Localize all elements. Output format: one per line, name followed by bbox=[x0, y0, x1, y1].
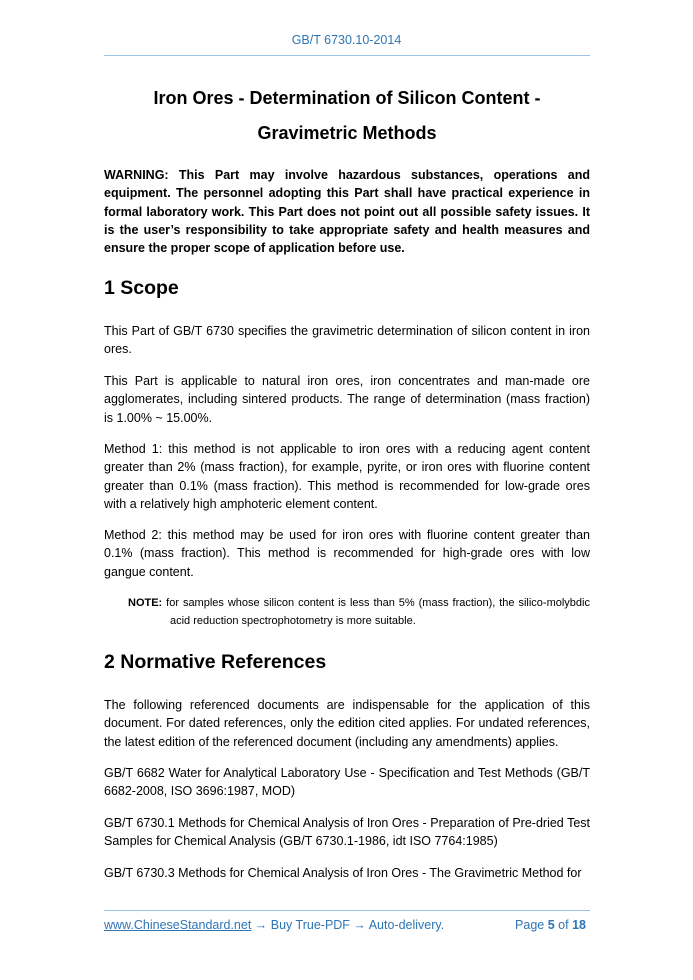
document-header-code: GB/T 6730.10-2014 bbox=[291, 33, 402, 47]
reference-item-gbt-6730-1: GB/T 6730.1 Methods for Chemical Analysis of Iron Ores - Preparation of Pre-dried Test Samples for Chemical Analysis (GB/T 6730.1-1986, idt ISO 7764:1985) bbox=[104, 816, 590, 849]
footer-tagline: → Buy True-PDF → Auto-delivery. bbox=[251, 918, 445, 932]
section-heading-normative-references: 2 Normative References bbox=[104, 651, 327, 673]
document-title-line-1: Iron Ores - Determination of Silicon Content - bbox=[153, 88, 541, 108]
scope-paragraph-3: Method 1: this method is not applicable to iron ores with a reducing agent content greater than 2% (mass fraction), for example, pyrite, or iron ores with fluorine content greater than 0.1% (mass fraction). This method is recommended for low-grade ores with a relatively high amphoteric element content. bbox=[104, 442, 590, 511]
page-indicator bbox=[515, 918, 586, 932]
section-heading-scope: 1 Scope bbox=[104, 277, 179, 299]
scope-note bbox=[128, 595, 590, 630]
page-current: 5 bbox=[547, 918, 555, 932]
references-paragraph-intro: The following referenced documents are indispensable for the application of this document. For dated references, only the edition cited applies. For undated references, the latest edition of the referenced document (including any amendments) applies. bbox=[104, 698, 590, 749]
scope-paragraph-1: This Part of GB/T 6730 specifies the gravimetric determination of silicon content in iron ores. bbox=[104, 324, 590, 357]
note-text: for samples whose silicon content is less than 5% (mass fraction), the silico-molybdic acid reduction spectrophotometry is more suitable. bbox=[166, 597, 590, 627]
document-title-line-2: Gravimetric Methods bbox=[257, 123, 437, 143]
page-of: of bbox=[558, 918, 569, 932]
reference-item-gbt-6730-3: GB/T 6730.3 Methods for Chemical Analysis of Iron Ores - The Gravimetric Method for bbox=[104, 866, 582, 880]
scope-paragraph-2: This Part is applicable to natural iron ores, iron concentrates and man-made ore agglomerates, including sintered products. The range of determination (mass fraction) is 1.00% ~ 15.00%. bbox=[104, 374, 590, 425]
scope-paragraph-4: Method 2: this method may be used for iron ores with fluorine content greater than 0.1% (mass fraction). This method is recommended for high-grade ores with low gangue content. bbox=[104, 528, 590, 579]
header-divider bbox=[104, 55, 590, 56]
page-total: 18 bbox=[572, 918, 586, 932]
chinesestandard-link[interactable]: www.ChineseStandard.net bbox=[104, 918, 252, 932]
page-label: Page bbox=[515, 918, 545, 932]
note-label: NOTE: bbox=[128, 597, 163, 609]
footer-divider bbox=[104, 910, 590, 911]
reference-item-gbt-6682: GB/T 6682 Water for Analytical Laboratory Use - Specification and Test Methods (GB/T 6682-2008, ISO 3696:1987, MOD) bbox=[104, 766, 590, 799]
warning-paragraph: WARNING: This Part may involve hazardous substances, operations and equipment. The personnel adopting this Part shall have practical experience in formal laboratory work. This Part does not point out all possible safety issues. It is the user’s responsibility to take appropriate safety and health measures and ensure the proper scope of application before use. bbox=[104, 168, 590, 256]
